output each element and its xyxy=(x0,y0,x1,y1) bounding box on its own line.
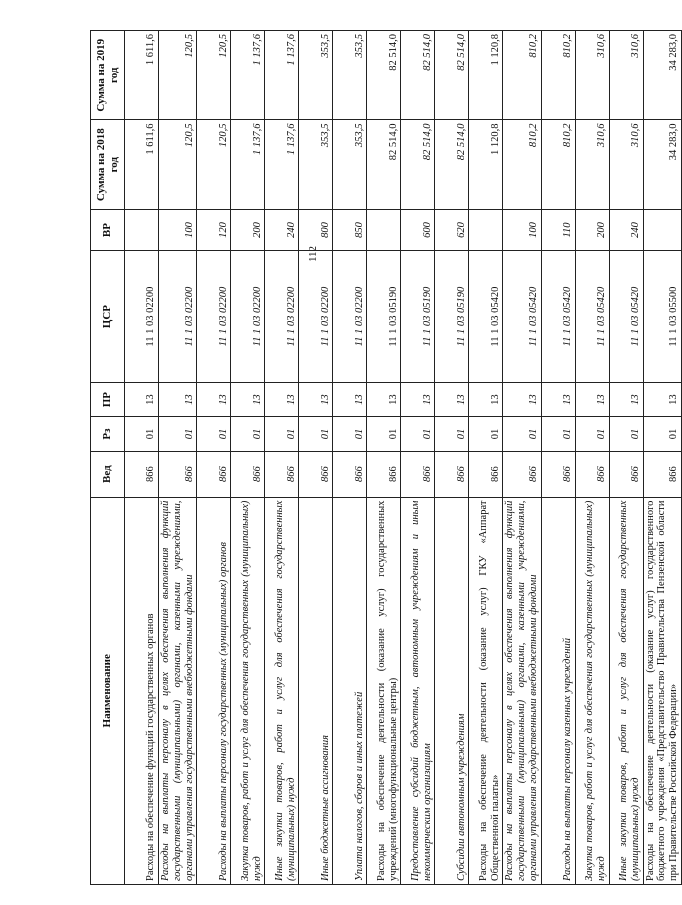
cell-name: Закупка товаров, работ и услуг для обеспечения государственных (муниципальных) нужд xyxy=(231,497,265,884)
cell-pr: 13 xyxy=(231,382,265,416)
cell-rz: 01 xyxy=(643,417,681,451)
table-row xyxy=(159,31,197,885)
column-header-name: Наименование xyxy=(91,497,125,884)
cell-rz: 01 xyxy=(401,417,435,451)
cell-ved: 866 xyxy=(367,451,401,497)
cell-rz: 01 xyxy=(299,417,333,451)
cell-pr: 13 xyxy=(197,382,231,416)
cell-sum2018: 810,2 xyxy=(503,120,541,209)
budget-table xyxy=(90,30,682,885)
cell-sum2018: 82 514,0 xyxy=(367,120,401,209)
column-header-rz: Рз xyxy=(91,417,125,451)
cell-rz: 01 xyxy=(231,417,265,451)
cell-sum2019: 353,5 xyxy=(299,31,333,120)
cell-rz: 01 xyxy=(609,417,643,451)
cell-name: Предоставление субсидий бюджетным, автономным учреждениям и иным некоммерческим организациям xyxy=(401,497,435,884)
cell-name: Субсидии автономным учреждениям xyxy=(435,497,469,884)
cell-sum2019: 82 514,0 xyxy=(401,31,435,120)
cell-sum2019: 1 611,6 xyxy=(125,31,159,120)
cell-sum2018: 810,2 xyxy=(541,120,575,209)
cell-name: Расходы на выплаты персоналу государственных (муниципальных) органов xyxy=(197,497,231,884)
cell-vr: 100 xyxy=(503,209,541,250)
rotated-table-container xyxy=(90,30,679,885)
cell-sum2018: 1 137,6 xyxy=(265,120,299,209)
cell-csr: 11 1 03 05500 xyxy=(643,251,681,383)
cell-csr: 11 1 03 05420 xyxy=(503,251,541,383)
cell-rz: 01 xyxy=(265,417,299,451)
cell-csr: 11 1 03 02200 xyxy=(231,251,265,383)
cell-vr: 200 xyxy=(575,209,609,250)
cell-rz: 01 xyxy=(333,417,367,451)
cell-sum2018: 1 120,8 xyxy=(469,120,503,209)
page-number-text: 112 xyxy=(307,245,320,263)
cell-vr xyxy=(125,209,159,250)
cell-sum2018: 82 514,0 xyxy=(401,120,435,209)
cell-ved: 866 xyxy=(435,451,469,497)
table-row xyxy=(197,31,231,885)
cell-sum2018: 120,5 xyxy=(197,120,231,209)
cell-vr: 100 xyxy=(159,209,197,250)
cell-csr: 11 1 03 05190 xyxy=(367,251,401,383)
column-header-sum2019: Сумма на 2019 год xyxy=(91,31,125,120)
cell-sum2018: 1 137,6 xyxy=(231,120,265,209)
cell-ved: 866 xyxy=(575,451,609,497)
cell-name: Расходы на выплаты персоналу в целях обеспечения выполнения функций государственными (муниципальными) органами, казенными учреждениями, органами управления государственными внебюджетными фондами xyxy=(159,497,197,884)
cell-ved: 866 xyxy=(503,451,541,497)
cell-csr: 11 1 03 05420 xyxy=(469,251,503,383)
table-row xyxy=(401,31,435,885)
cell-name: Иные закупки товаров, работ и услуг для обеспечения государственных (муниципальных) нужд xyxy=(609,497,643,884)
cell-sum2019: 810,2 xyxy=(541,31,575,120)
cell-ved: 866 xyxy=(333,451,367,497)
cell-rz: 01 xyxy=(197,417,231,451)
cell-ved: 866 xyxy=(299,451,333,497)
cell-sum2018: 120,5 xyxy=(159,120,197,209)
cell-sum2019: 310,6 xyxy=(575,31,609,120)
table-row xyxy=(503,31,541,885)
header-row xyxy=(91,31,125,885)
cell-pr: 13 xyxy=(333,382,367,416)
cell-rz: 01 xyxy=(469,417,503,451)
cell-vr: 120 xyxy=(197,209,231,250)
cell-vr: 800 xyxy=(299,209,333,250)
cell-name: Расходы на обеспечение деятельности (оказание услуг) ГКУ «Аппарат Общественной палаты» xyxy=(469,497,503,884)
cell-name: Расходы на выплаты персоналу в целях обеспечения выполнения функций государственными (муниципальными) органами, казенными учреждениями, органами управления государственными внебюджетными фондами xyxy=(503,497,541,884)
cell-pr: 13 xyxy=(609,382,643,416)
cell-name: Уплата налогов, сборов и иных платежей xyxy=(333,497,367,884)
column-header-vr: ВР xyxy=(91,209,125,250)
table-row xyxy=(609,31,643,885)
cell-vr xyxy=(367,209,401,250)
cell-rz: 01 xyxy=(541,417,575,451)
cell-vr xyxy=(469,209,503,250)
cell-pr: 13 xyxy=(643,382,681,416)
cell-sum2019: 310,6 xyxy=(609,31,643,120)
cell-ved: 866 xyxy=(265,451,299,497)
cell-pr: 13 xyxy=(125,382,159,416)
table-row xyxy=(125,31,159,885)
cell-name: Иные бюджетные ассигнования xyxy=(299,497,333,884)
cell-ved: 866 xyxy=(541,451,575,497)
table-row xyxy=(333,31,367,885)
cell-pr: 13 xyxy=(575,382,609,416)
cell-rz: 01 xyxy=(575,417,609,451)
cell-name: Расходы на обеспечение деятельности (оказание услуг) государственных учреждений (многофункциональные центры) xyxy=(367,497,401,884)
cell-ved: 866 xyxy=(231,451,265,497)
cell-pr: 13 xyxy=(503,382,541,416)
table-row xyxy=(469,31,503,885)
cell-ved: 866 xyxy=(401,451,435,497)
cell-vr: 110 xyxy=(541,209,575,250)
cell-vr: 240 xyxy=(265,209,299,250)
cell-pr: 13 xyxy=(159,382,197,416)
cell-ved: 866 xyxy=(159,451,197,497)
cell-sum2019: 120,5 xyxy=(159,31,197,120)
cell-name: Расходы на обеспечение функций государственных органов xyxy=(125,497,159,884)
cell-csr: 11 1 03 05420 xyxy=(541,251,575,383)
cell-ved: 866 xyxy=(469,451,503,497)
cell-ved: 866 xyxy=(197,451,231,497)
cell-vr: 850 xyxy=(333,209,367,250)
cell-csr: 11 1 03 02200 xyxy=(333,251,367,383)
cell-sum2019: 34 283,0 xyxy=(643,31,681,120)
cell-ved: 866 xyxy=(643,451,681,497)
cell-pr: 13 xyxy=(265,382,299,416)
cell-vr xyxy=(643,209,681,250)
cell-sum2018: 353,5 xyxy=(299,120,333,209)
cell-ved: 866 xyxy=(125,451,159,497)
table-row xyxy=(575,31,609,885)
cell-pr: 13 xyxy=(367,382,401,416)
cell-sum2018: 353,5 xyxy=(333,120,367,209)
cell-sum2019: 1 137,6 xyxy=(231,31,265,120)
cell-rz: 01 xyxy=(435,417,469,451)
cell-sum2019: 1 137,6 xyxy=(265,31,299,120)
table-row xyxy=(231,31,265,885)
cell-sum2019: 1 120,8 xyxy=(469,31,503,120)
column-header-csr: ЦСР xyxy=(91,251,125,383)
cell-csr: 11 1 03 05420 xyxy=(609,251,643,383)
column-header-ved: Вед xyxy=(91,451,125,497)
cell-csr: 11 1 03 02200 xyxy=(265,251,299,383)
cell-rz: 01 xyxy=(125,417,159,451)
cell-pr: 13 xyxy=(401,382,435,416)
cell-vr: 600 xyxy=(401,209,435,250)
cell-sum2019: 82 514,0 xyxy=(367,31,401,120)
cell-sum2018: 310,6 xyxy=(609,120,643,209)
cell-vr: 620 xyxy=(435,209,469,250)
cell-name: Расходы на выплаты персоналу казенных учреждений xyxy=(541,497,575,884)
cell-csr: 11 1 03 05420 xyxy=(575,251,609,383)
cell-csr: 11 1 03 02200 xyxy=(299,251,333,383)
cell-sum2019: 120,5 xyxy=(197,31,231,120)
cell-vr: 240 xyxy=(609,209,643,250)
cell-csr: 11 1 03 02200 xyxy=(125,251,159,383)
cell-csr: 11 1 03 05190 xyxy=(435,251,469,383)
cell-sum2019: 810,2 xyxy=(503,31,541,120)
column-header-sum2018: Сумма на 2018 год xyxy=(91,120,125,209)
cell-pr: 13 xyxy=(435,382,469,416)
table-row xyxy=(299,31,333,885)
cell-pr: 13 xyxy=(541,382,575,416)
cell-rz: 01 xyxy=(367,417,401,451)
cell-ved: 866 xyxy=(609,451,643,497)
cell-sum2018: 1 611,6 xyxy=(125,120,159,209)
cell-name: Иные закупки товаров, работ и услуг для обеспечения государственных (муниципальных) нужд xyxy=(265,497,299,884)
cell-name: Закупка товаров, работ и услуг для обеспечения государственных (муниципальных) нужд xyxy=(575,497,609,884)
cell-vr: 200 xyxy=(231,209,265,250)
column-header-pr: ПР xyxy=(91,382,125,416)
cell-csr: 11 1 03 02200 xyxy=(159,251,197,383)
table-row xyxy=(265,31,299,885)
cell-sum2019: 82 514,0 xyxy=(435,31,469,120)
cell-pr: 13 xyxy=(299,382,333,416)
cell-name: Расходы на обеспечение деятельности (оказание услуг) государственного бюджетного учреждения «Представительство Правительства Пензенской области при Правительстве Российской Федерации» xyxy=(643,497,681,884)
cell-csr: 11 1 03 05190 xyxy=(401,251,435,383)
cell-pr: 13 xyxy=(469,382,503,416)
table-row xyxy=(367,31,401,885)
table-row xyxy=(541,31,575,885)
table-row xyxy=(435,31,469,885)
cell-sum2019: 353,5 xyxy=(333,31,367,120)
cell-sum2018: 82 514,0 xyxy=(435,120,469,209)
cell-sum2018: 310,6 xyxy=(575,120,609,209)
cell-csr: 11 1 03 02200 xyxy=(197,251,231,383)
cell-sum2018: 34 283,0 xyxy=(643,120,681,209)
table-row xyxy=(643,31,681,885)
cell-rz: 01 xyxy=(503,417,541,451)
cell-rz: 01 xyxy=(159,417,197,451)
